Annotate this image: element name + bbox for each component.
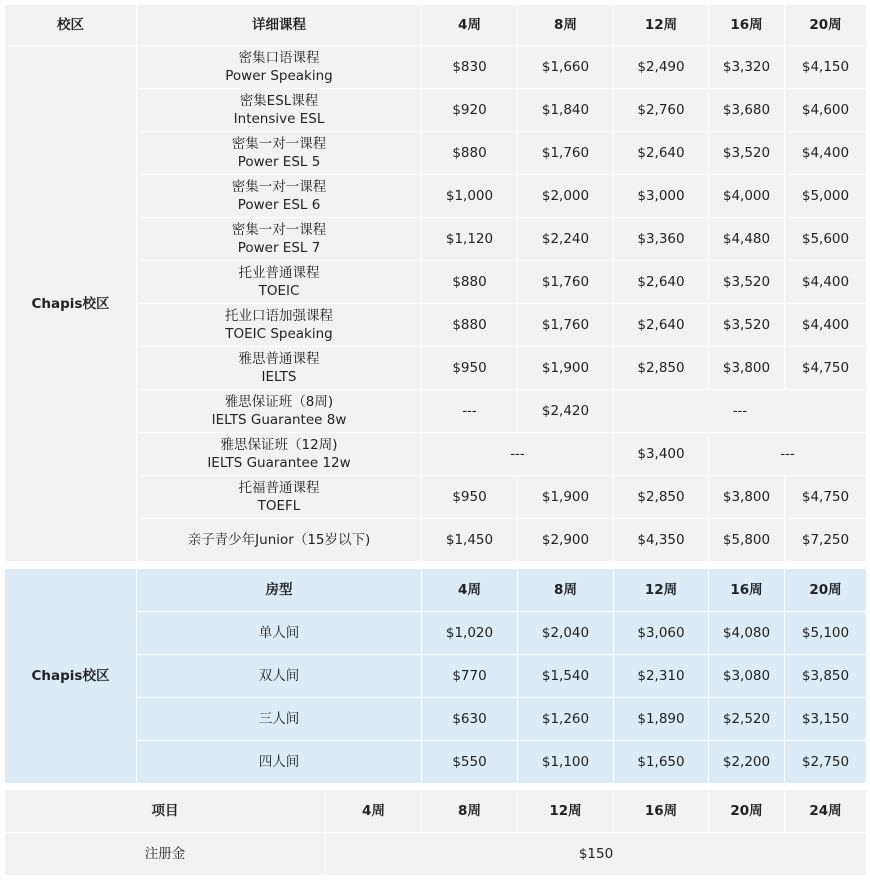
price-cell: $2,900	[518, 519, 614, 562]
table-header-row	[5, 5, 867, 46]
room-price-table	[4, 568, 867, 784]
price-cell-merged: ---	[614, 390, 867, 433]
course-name-en: TOEFL	[257, 498, 301, 514]
course-name	[137, 476, 422, 519]
header-20w: 20周	[785, 5, 867, 46]
course-name-cn: 雅思保证班（8周)	[224, 394, 334, 410]
price-cell: $880	[422, 304, 518, 347]
room-type: 四人间	[137, 741, 422, 784]
price-cell: $920	[422, 89, 518, 132]
course-name-cn: 托福普通课程	[238, 480, 320, 496]
course-name-en: TOEIC	[258, 283, 300, 299]
price-cell: $1,100	[518, 741, 614, 784]
course-name-en: TOEIC Speaking	[225, 326, 333, 342]
price-cell: $550	[422, 741, 518, 784]
price-cell: $2,310	[614, 655, 709, 698]
course-name	[137, 132, 422, 175]
header-item: 项目	[5, 790, 326, 833]
price-cell: $880	[422, 261, 518, 304]
price-cell: $1,650	[614, 741, 709, 784]
table-header-row	[5, 790, 867, 833]
price-cell: $5,100	[785, 612, 867, 655]
table-row	[5, 833, 867, 876]
course-name	[137, 261, 422, 304]
course-name	[137, 519, 422, 562]
price-cell: $2,520	[709, 698, 785, 741]
price-cell: ---	[422, 390, 518, 433]
course-name-cn: 密集一对一课程	[231, 222, 327, 238]
price-cell: $2,240	[518, 218, 614, 261]
header-16w: 16周	[614, 790, 709, 833]
course-name-en: IELTS Guarantee 12w	[207, 455, 351, 471]
price-cell: $1,660	[518, 46, 614, 89]
campus-cell: Chapis校区	[5, 569, 137, 784]
price-cell: $1,020	[422, 612, 518, 655]
price-cell: $2,750	[785, 741, 867, 784]
course-name-en: Intensive ESL	[233, 111, 325, 127]
price-cell: $4,150	[785, 46, 867, 89]
course-name	[137, 433, 422, 476]
header-8w: 8周	[518, 569, 614, 612]
price-cell: $4,000	[709, 175, 785, 218]
course-name	[137, 390, 422, 433]
course-name-en: IELTS Guarantee 8w	[211, 412, 347, 428]
price-cell: $2,640	[614, 261, 709, 304]
price-cell-merged: ---	[422, 433, 614, 476]
price-cell: $2,850	[614, 347, 709, 390]
price-cell: $1,760	[518, 261, 614, 304]
price-cell: $4,350	[614, 519, 709, 562]
course-name-cn: 密集一对一课程	[231, 136, 327, 152]
header-12w: 12周	[518, 790, 614, 833]
course-name-cn: 托业普通课程	[238, 265, 320, 281]
price-cell: $3,000	[614, 175, 709, 218]
price-cell: $950	[422, 476, 518, 519]
course-name-cn: 密集一对一课程	[231, 179, 327, 195]
price-cell: $880	[422, 132, 518, 175]
price-cell: $4,080	[709, 612, 785, 655]
course-name	[137, 347, 422, 390]
room-type: 单人间	[137, 612, 422, 655]
price-cell: $3,800	[709, 347, 785, 390]
price-cell: $3,680	[709, 89, 785, 132]
header-12w: 12周	[614, 569, 709, 612]
fee-value: $150	[326, 833, 867, 876]
course-name-cn: 雅思保证班（12周)	[220, 437, 338, 453]
price-cell: $830	[422, 46, 518, 89]
course-name	[137, 175, 422, 218]
price-cell: $4,750	[785, 347, 867, 390]
price-cell: $950	[422, 347, 518, 390]
price-cell: $5,600	[785, 218, 867, 261]
price-cell: $4,750	[785, 476, 867, 519]
header-8w: 8周	[518, 5, 614, 46]
header-20w: 20周	[709, 790, 785, 833]
price-cell: $4,400	[785, 304, 867, 347]
price-cell: $3,400	[614, 433, 709, 476]
header-course: 详细课程	[137, 5, 422, 46]
header-12w: 12周	[614, 5, 709, 46]
price-cell: $7,250	[785, 519, 867, 562]
price-cell: $1,760	[518, 304, 614, 347]
course-name-cn: 雅思普通课程	[238, 351, 320, 367]
price-cell: $3,320	[709, 46, 785, 89]
header-8w: 8周	[422, 790, 518, 833]
course-name	[137, 218, 422, 261]
price-cell: $1,450	[422, 519, 518, 562]
price-cell: $2,640	[614, 304, 709, 347]
header-24w: 24周	[785, 790, 867, 833]
price-cell: $4,400	[785, 132, 867, 175]
price-cell: $4,400	[785, 261, 867, 304]
header-campus: 校区	[5, 5, 137, 46]
course-name-en: Power ESL 6	[237, 197, 321, 213]
price-cell: $2,000	[518, 175, 614, 218]
header-16w: 16周	[709, 569, 785, 612]
price-cell: $1,900	[518, 476, 614, 519]
fee-table	[4, 789, 867, 876]
price-cell: $1,540	[518, 655, 614, 698]
room-type: 双人间	[137, 655, 422, 698]
price-cell: $4,600	[785, 89, 867, 132]
price-cell: $1,840	[518, 89, 614, 132]
price-cell: $3,360	[614, 218, 709, 261]
course-name	[137, 89, 422, 132]
course-name	[137, 304, 422, 347]
course-name	[137, 46, 422, 89]
price-cell: $2,490	[614, 46, 709, 89]
price-cell: $3,520	[709, 261, 785, 304]
price-cell: $1,890	[614, 698, 709, 741]
course-name-cn: 托业口语加强课程	[225, 308, 333, 324]
price-cell: $630	[422, 698, 518, 741]
price-cell: $5,000	[785, 175, 867, 218]
header-16w: 16周	[709, 5, 785, 46]
room-type: 三人间	[137, 698, 422, 741]
price-cell: $1,900	[518, 347, 614, 390]
course-price-table	[4, 4, 867, 562]
price-cell: $3,850	[785, 655, 867, 698]
header-4w: 4周	[326, 790, 422, 833]
price-cell-merged: ---	[709, 433, 867, 476]
price-cell: $2,760	[614, 89, 709, 132]
price-cell: $3,080	[709, 655, 785, 698]
price-cell: $3,520	[709, 304, 785, 347]
price-cell: $1,260	[518, 698, 614, 741]
table-header-row	[5, 569, 867, 612]
price-cell: $2,040	[518, 612, 614, 655]
course-name-cn: 亲子青少年Junior（15岁以下)	[187, 532, 371, 548]
course-name-en: Power Speaking	[225, 68, 333, 84]
price-cell: $3,520	[709, 132, 785, 175]
course-name-cn: 密集ESL课程	[239, 93, 319, 109]
header-4w: 4周	[422, 569, 518, 612]
course-name-en: IELTS	[261, 369, 297, 385]
header-4w: 4周	[422, 5, 518, 46]
price-cell: $3,800	[709, 476, 785, 519]
price-cell: $2,640	[614, 132, 709, 175]
price-cell: $3,150	[785, 698, 867, 741]
header-20w: 20周	[785, 569, 867, 612]
price-cell: $1,760	[518, 132, 614, 175]
course-name-en: Power ESL 7	[237, 240, 321, 256]
price-cell: $4,480	[709, 218, 785, 261]
header-room: 房型	[137, 569, 422, 612]
course-name-en: Power ESL 5	[237, 154, 321, 170]
price-cell: $5,800	[709, 519, 785, 562]
price-cell: $3,060	[614, 612, 709, 655]
price-cell: $770	[422, 655, 518, 698]
price-cell: $2,200	[709, 741, 785, 784]
price-cell: $1,120	[422, 218, 518, 261]
price-cell: $2,850	[614, 476, 709, 519]
fee-item: 注册金	[5, 833, 326, 876]
price-cell: $2,420	[518, 390, 614, 433]
table-row	[5, 46, 867, 89]
campus-cell: Chapis校区	[5, 46, 137, 562]
price-cell: $1,000	[422, 175, 518, 218]
course-name-cn: 密集口语课程	[238, 50, 320, 66]
